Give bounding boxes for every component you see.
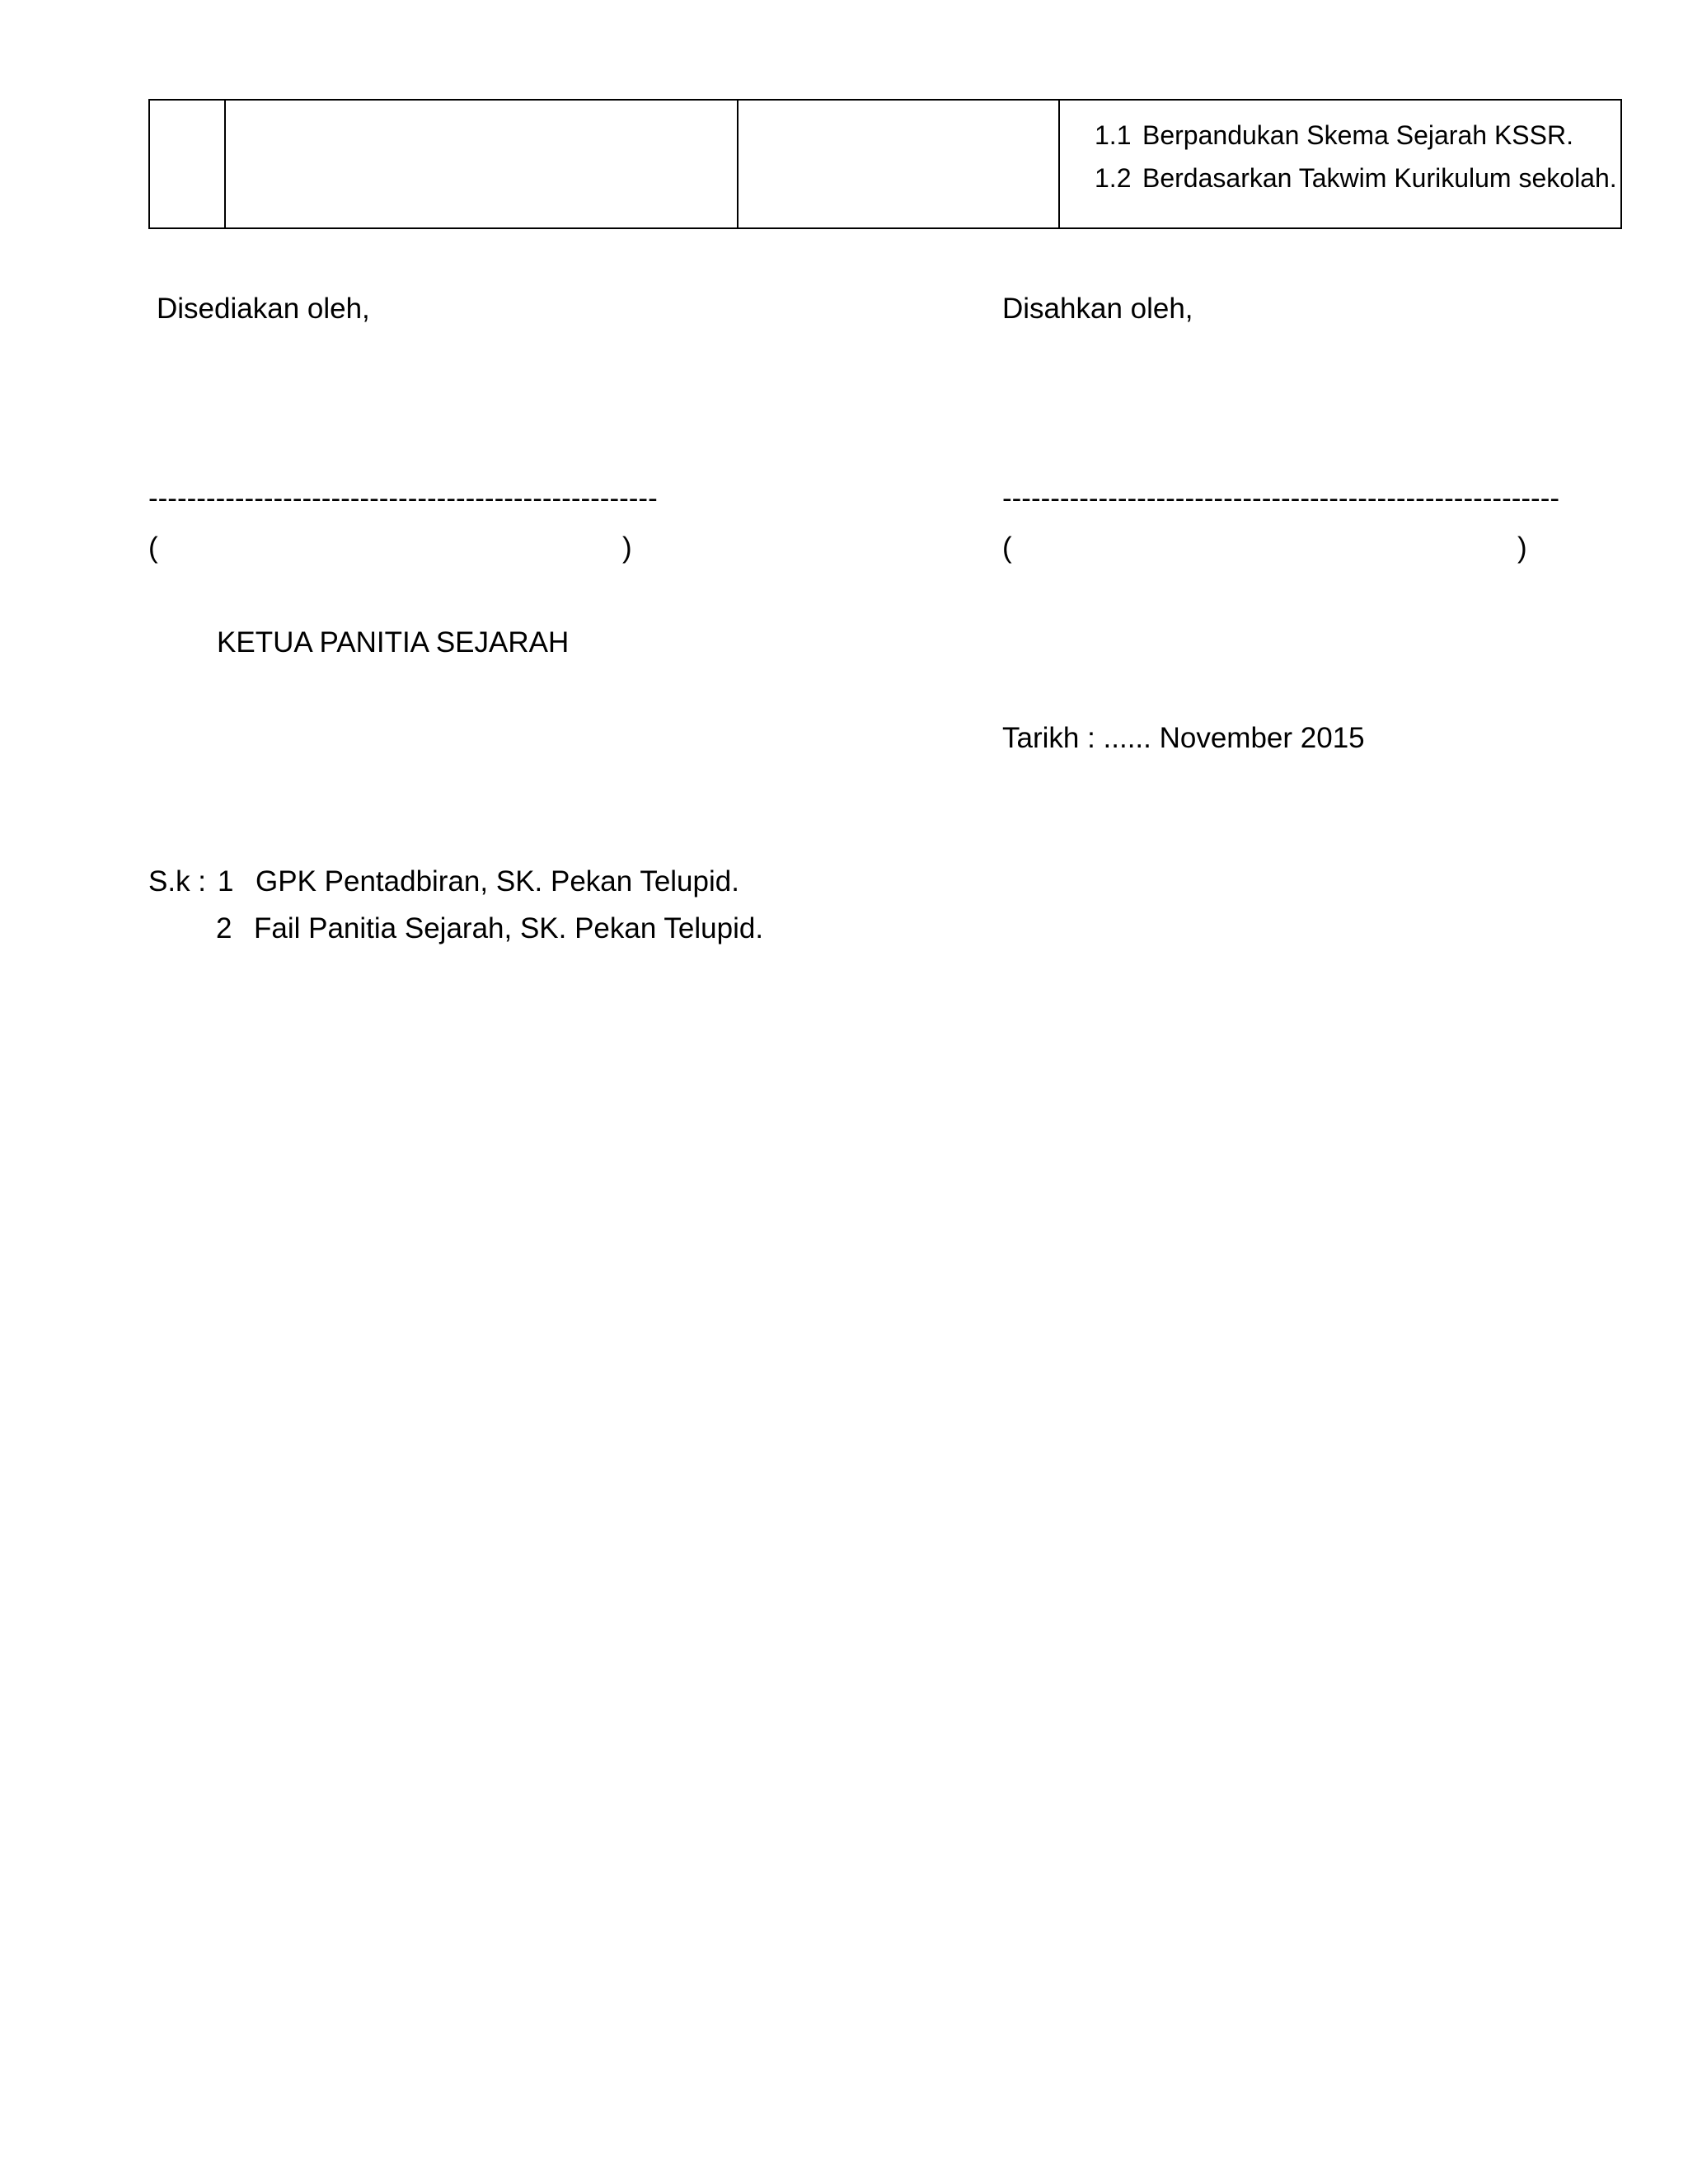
table-cell-date — [738, 101, 1060, 227]
note-text: Berpandukan Skema Sejarah KSSR. — [1142, 120, 1573, 150]
approval-date: Tarikh : ...... November 2015 — [1002, 722, 1365, 754]
note-number: 1.1 — [1095, 120, 1132, 150]
cc-item-number: 2 — [216, 912, 232, 944]
plan-table — [148, 99, 1622, 229]
table-cell-notes — [1060, 101, 1620, 227]
table-cell-activity — [226, 101, 738, 227]
approved-name-close-paren: ) — [1517, 532, 1527, 564]
note-number: 1.2 — [1095, 163, 1132, 193]
cc-item-text: GPK Pentadbiran, SK. Pekan Telupid. — [256, 865, 739, 898]
prepared-signature-line: ----------------------------------------------------- — [148, 482, 658, 514]
cc-item-number: 1 — [218, 865, 234, 898]
approved-signature-line: ---------------------------------------------------------- — [1002, 482, 1560, 514]
prepared-name-open-paren: ( — [148, 532, 158, 564]
approved-by-label: Disahkan oleh, — [1002, 293, 1193, 325]
cc-item — [218, 865, 739, 898]
cc-label: S.k : — [148, 865, 207, 898]
table-cell-number — [150, 101, 226, 227]
cc-item-text: Fail Panitia Sejarah, SK. Pekan Telupid. — [254, 912, 764, 944]
note-item — [1095, 157, 1620, 199]
prepared-name-close-paren: ) — [622, 532, 632, 564]
cc-item — [216, 912, 763, 945]
approved-name-open-paren: ( — [1002, 532, 1012, 564]
note-item — [1095, 114, 1620, 157]
note-text: Berdasarkan Takwim Kurikulum sekolah. — [1142, 163, 1617, 193]
prepared-title: KETUA PANITIA SEJARAH — [217, 626, 570, 658]
prepared-by-label: Disediakan oleh, — [157, 293, 370, 325]
